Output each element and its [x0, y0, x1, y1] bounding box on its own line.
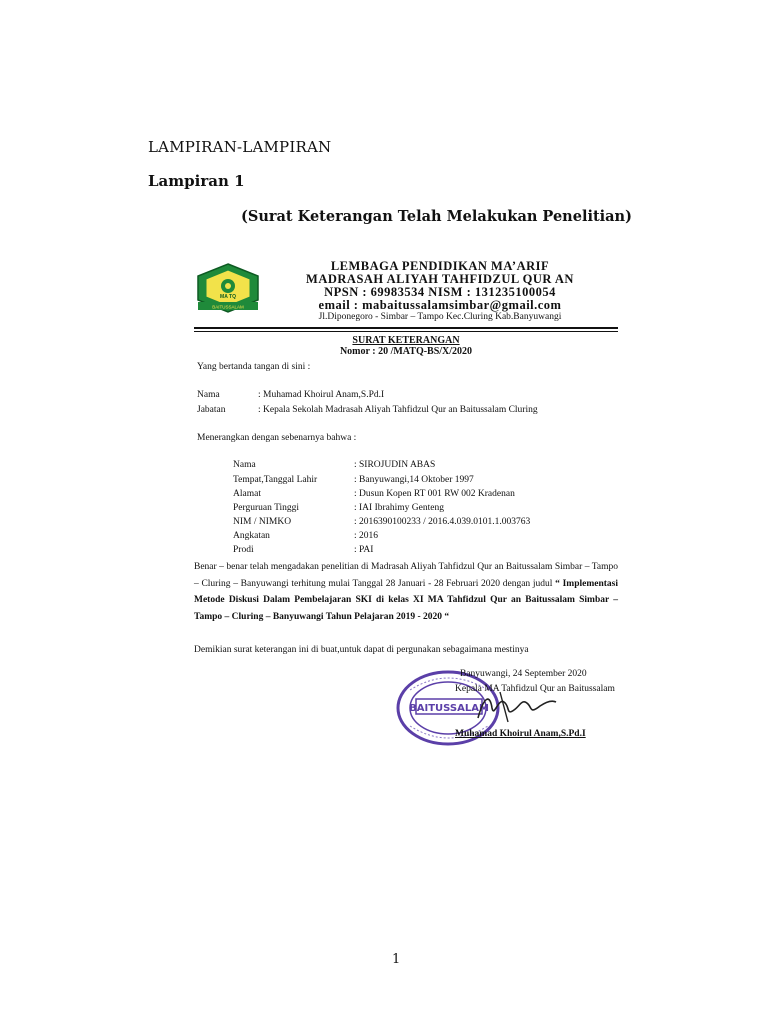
student-university-value: : IAI Ibrahimy Genteng	[354, 503, 444, 513]
letterhead-line-3: NPSN : 69983534 NISM : 131235100054	[324, 285, 556, 299]
student-program-label: Prodi	[233, 545, 254, 555]
student-address-label: Alamat	[233, 489, 261, 499]
page-number: 1	[392, 952, 401, 967]
student-birth-value: : Banyuwangi,14 Oktober 1997	[354, 475, 474, 485]
page-heading: LAMPIRAN-LAMPIRAN	[148, 138, 332, 156]
handwritten-signature-icon	[470, 688, 560, 728]
research-title: “ Implementasi Metode Diskusi Dalam Pembelajaran SKI di kelas XI MA Tahfidzul Qur an Baitussalam Simbar – Tampo – Cluring – Banyuwangi Tahun Pelajaran 2019 - 2020 “	[194, 578, 619, 622]
body-text: Benar – benar telah mengadakan penelitian di Madrasah Aliyah Tahfidzul Qur an Baitussalam Simbar – Tampo – Cluring – Banyuwangi terhitung mulai Tanggal 28 Januari - 28 Februari 2020 dengan judul	[194, 562, 618, 589]
letter-title-block	[330, 335, 482, 357]
student-program-value: : PAI	[354, 545, 374, 555]
letterhead-line-1: LEMBAGA PENDIDIKAN MA’ARIF	[330, 259, 550, 273]
logo-band-text: BAITUSSALAM	[212, 304, 244, 310]
logo-text: MA TQ	[220, 294, 236, 300]
signer-position-label: Jabatan	[197, 405, 226, 415]
letterhead-address: Jl.Diponegoro - Simbar – Tampo Kec.Cluring Kab.Banyuwangi	[318, 312, 562, 322]
letter-title: SURAT KETERANGAN	[352, 335, 460, 346]
student-birth-label: Tempat,Tanggal Lahir	[233, 475, 318, 485]
body-paragraph	[194, 559, 618, 625]
school-logo-icon	[192, 262, 264, 314]
signer-name: Muhamad Khoirul Anam,S.Pd.I	[455, 729, 586, 739]
header-rule	[194, 327, 618, 329]
letter-number: Nomor : 20 /MATQ-BS/X/2020	[339, 346, 473, 357]
stamp-text: BAITUSSALAM	[409, 703, 489, 714]
student-address-value: : Dusun Kopen RT 001 RW 002 Kradenan	[354, 489, 515, 499]
closing-line: Demikian surat keterangan ini di buat,untuk dapat di pergunakan sebagaimana mestinya	[194, 645, 529, 655]
intro-line: Yang bertanda tangan di sini :	[197, 362, 311, 372]
student-name-value: : SIROJUDIN ABAS	[354, 460, 436, 470]
letterhead-email: email : mabaitussalamsimbar@gmail.com	[318, 298, 562, 312]
student-university-label: Perguruan Tinggi	[233, 503, 300, 513]
student-nim-label: NIM / NIMKO	[233, 517, 292, 527]
header-rule-thin	[194, 331, 618, 332]
letterhead	[262, 260, 618, 323]
student-year-value: : 2016	[354, 531, 379, 541]
signer-position: Kepala MA Tahfidzul Qur an Baitussalam	[455, 684, 615, 694]
appendix-label: Lampiran 1	[148, 172, 245, 190]
student-name-label: Nama	[233, 460, 256, 470]
place-date: Banyuwangi, 24 September 2020	[460, 669, 587, 679]
signer-position-value: : Kepala Sekolah Madrasah Aliyah Tahfidzul Qur an Baitussalam Cluring	[258, 405, 538, 415]
student-nim-value: : 2016390100233 / 2016.4.039.0101.1.003763	[354, 517, 531, 527]
letterhead-line-2: MADRASAH ALIYAH TAHFIDZUL QUR AN	[306, 272, 574, 286]
student-year-label: Angkatan	[233, 531, 270, 541]
declare-line: Menerangkan dengan sebenarnya bahwa :	[197, 433, 357, 443]
signer-name-value: : Muhamad Khoirul Anam,S.Pd.I	[258, 390, 385, 400]
signer-name-label: Nama	[197, 390, 220, 400]
appendix-caption: (Surat Keterangan Telah Melakukan Penelitian)	[241, 208, 632, 225]
